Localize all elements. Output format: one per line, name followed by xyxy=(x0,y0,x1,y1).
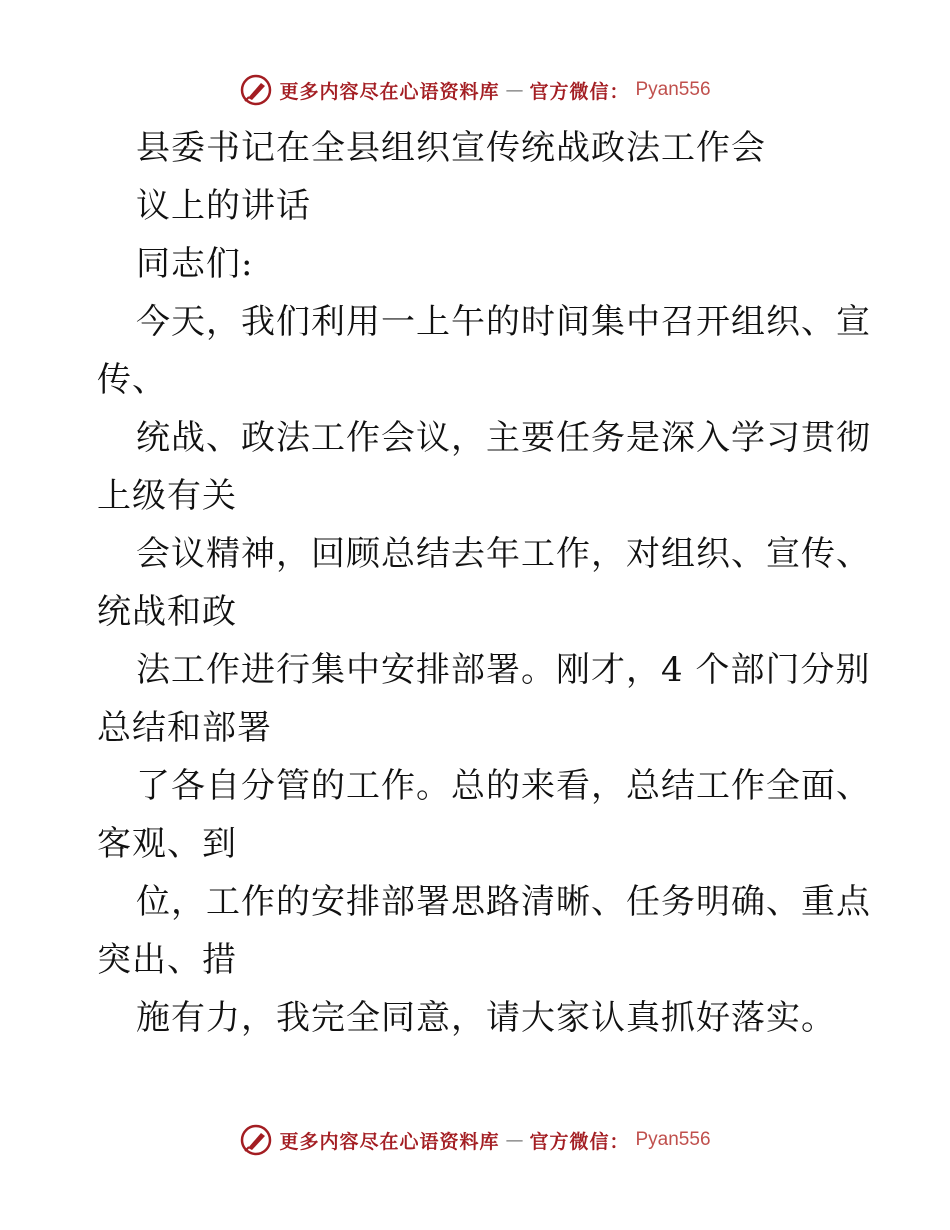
watermark-wechat-id: Pyan556 xyxy=(635,1129,711,1150)
quill-pen-logo-icon xyxy=(239,1123,273,1157)
watermark-wechat-label: 官方微信： xyxy=(529,1130,630,1153)
paragraph-line: 统战和政 xyxy=(97,592,237,632)
header-watermark xyxy=(0,70,950,110)
document-title-line-1: 县委书记在全县组织宣传统战政法工作会 xyxy=(136,128,766,168)
paragraph-line: 今天，我们利用一上午的时间集中召开组织、宣 xyxy=(136,302,871,342)
footer-watermark xyxy=(0,1120,950,1160)
paragraph-line: 传、 xyxy=(97,360,167,400)
paragraph-line: 法工作进行集中安排部署。刚才，4 个部门分别 xyxy=(136,650,871,690)
paragraph-line: 总结和部署 xyxy=(97,708,272,748)
watermark-text: 更多内容尽在心语资料库 xyxy=(279,80,500,103)
paragraph-line: 位，工作的安排部署思路清晰、任务明确、重点 xyxy=(136,882,871,922)
paragraph-line: 上级有关 xyxy=(97,476,237,516)
paragraph-line: 会议精神，回顾总结去年工作，对组织、宣传、 xyxy=(136,534,871,574)
paragraph-line: 突出、措 xyxy=(97,940,237,980)
paragraph-line: 了各自分管的工作。总的来看，总结工作全面、 xyxy=(136,766,871,806)
quill-pen-logo-icon xyxy=(239,73,273,107)
watermark-wechat-id: Pyan556 xyxy=(635,79,711,100)
paragraph-line: 施有力，我完全同意，请大家认真抓好落实。 xyxy=(136,998,836,1038)
salutation: 同志们: xyxy=(136,244,254,284)
watermark-separator: — xyxy=(505,1129,524,1151)
watermark-separator: — xyxy=(505,79,524,101)
watermark-text: 更多内容尽在心语资料库 xyxy=(279,1130,500,1153)
document-title-line-2: 议上的讲话 xyxy=(136,186,311,226)
watermark-wechat-label: 官方微信： xyxy=(529,80,630,103)
paragraph-line: 客观、到 xyxy=(97,824,237,864)
paragraph-line: 统战、政法工作会议，主要任务是深入学习贯彻 xyxy=(136,418,871,458)
